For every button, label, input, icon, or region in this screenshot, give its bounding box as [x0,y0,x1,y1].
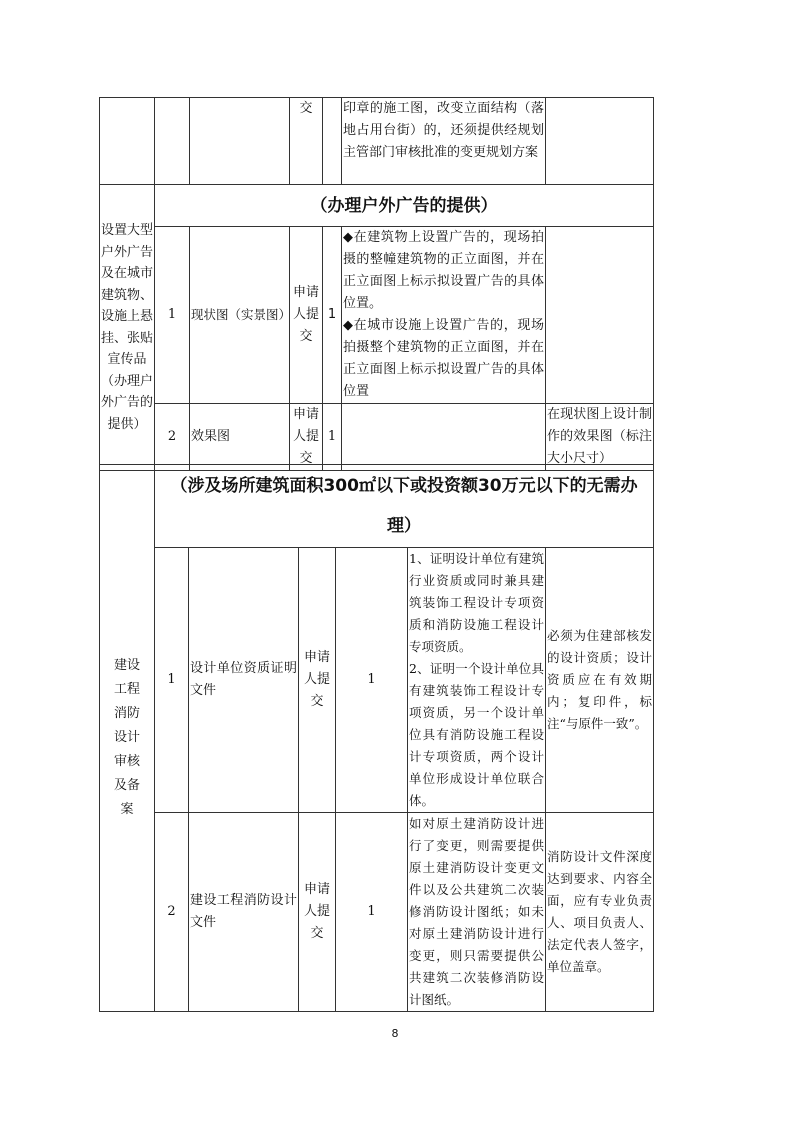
material-name: 现状图（实景图） [190,227,290,404]
section-header-ad: （办理户外广告的提供） [155,185,654,227]
row-no: 1 [155,227,190,404]
source: 申请人提交 [290,404,323,471]
table-row [100,227,654,404]
table-row [100,548,654,813]
materials-table-upper [99,97,654,471]
table-row-continuation [100,98,654,185]
row-no: 2 [155,813,189,1012]
requirement [408,548,546,813]
source: 申请人提交 [299,813,336,1012]
requirement-line: 1、证明设计单位有建筑行业资质或同时兼具建筑装饰工程设计专项资质和消防设施工程设计专项资质。 [409,551,544,654]
note-cell [546,98,654,185]
note: 消防设计文件深度达到要求、内容全面，应有专业负责人、项目负责人、法定代表人签字，单位盖章。 [546,813,654,1012]
requirement-line: 2、证明一个设计单位具有建筑装饰工程设计专项资质，另一个设计单位具有消防设施工程设计专项资质，两个设计单位形成设计单位联合体。 [409,661,544,808]
count: 1 [336,548,408,813]
table-row [100,404,654,471]
section-header-row-fire [100,465,654,548]
count: 1 [323,227,342,404]
source: 申请人提交 [299,548,336,813]
item-name-fire: 建设工程消防设计审核及备案 [100,465,155,1012]
page-number: 8 [391,1027,399,1040]
count-cell [323,98,342,185]
count: 1 [336,813,408,1012]
material-cell [190,98,290,185]
no-cell [155,98,190,185]
source: 申请人提交 [290,227,323,404]
source-cell: 交 [290,98,323,185]
material-name: 效果图 [190,404,290,471]
note: 在现状图上设计制作的效果图（标注大小尺寸） [546,404,654,471]
count: 1 [323,404,342,471]
requirement [342,404,546,471]
item-name-ad: 设置大型户外广告及在城市建筑物、设施上悬挂、张贴宣传品（办理户外广告的提供） [100,185,155,471]
table-row [100,813,654,1012]
requirement-line: ◆在城市设施上设置广告的，现场拍摄整个建筑物的正立面图，并在正立面图上标示拟设置广告的具体位置 [343,318,544,399]
materials-table-lower [99,464,654,1012]
requirement [342,227,546,404]
section-header-row-ad [100,185,654,227]
note [546,227,654,404]
row-no: 1 [155,548,189,813]
requirement: 如对原土建消防设计进行了变更，则需要提供原土建消防设计变更文件以及公共建筑二次装修消防设计图纸；如未对原土建消防设计进行变更，则只需要提供公共建筑二次装修消防设计图纸。 [408,813,546,1012]
section-header-fire: （涉及场所建筑面积300㎡以下或投资额30万元以下的无需办理） [155,465,654,548]
material-name: 设计单位资质证明文件 [189,548,299,813]
requirement-cell: 印章的施工图，改变立面结构（落地占用台街）的，还须提供经规划主管部门审核批准的变更规划方案 [342,98,546,185]
requirement-line: ◆在建筑物上设置广告的，现场拍摄的整幢建筑物的正立面图，并在正立面图上标示拟设置广告的具体位置。 [343,230,544,311]
material-name: 建设工程消防设计文件 [189,813,299,1012]
note: 必须为住建部核发的设计资质；设计资质应在有效期内；复印件，标注“与原件一致”。 [546,548,654,813]
item-name-cell [100,98,155,185]
row-no: 2 [155,404,190,471]
